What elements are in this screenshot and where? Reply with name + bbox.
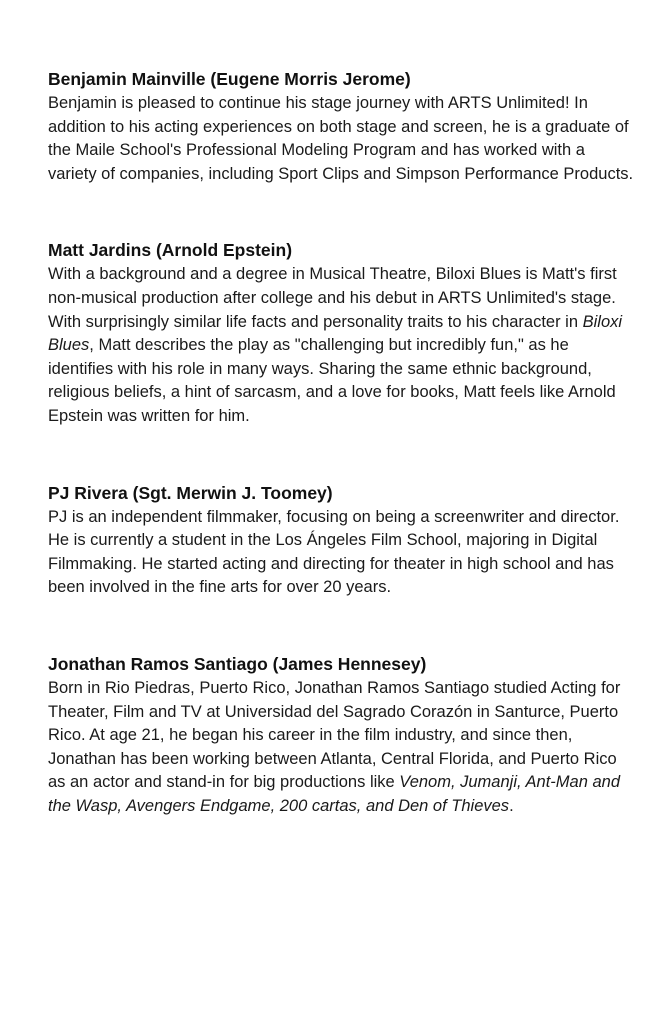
bio-text: Benjamin is pleased to continue his stage journey with ARTS Unlimited! In addition to his acting experiences on both stage and screen, he is a graduate of the Maile School's Professional Modeling Program and has worked with a variety of companies, including Sport Clips and Simpson Performance Products. [48, 94, 634, 183]
bio-name: PJ Rivera (Sgt. Merwin J. Toomey) [48, 482, 333, 503]
bio-benjamin-mainville [48, 66, 638, 186]
bio-jonathan-ramos-santiago [48, 651, 638, 819]
bio-text [48, 677, 638, 819]
bio-name: Jonathan Ramos Santiago (James Hennesey) [48, 653, 427, 674]
bio-text-part: Born in Rio Piedras, Puerto Rico, Jonathan Ramos Santiago studied Acting for Theater, Film and TV at Universidad del Sagrado Corazón in Santurce, Puerto Rico. At age 21, he began his career in the film industry, and since then, Jonathan has been working between Atlanta, Central Florida, and Puerto Rico as an actor and stand-in for big productions like [48, 678, 621, 792]
bio-matt-jardins [48, 237, 638, 428]
bio-text [48, 263, 638, 428]
bio-text-part: , Matt describes the play as "challenging but incredibly fun," as he identifies with his role in many ways. Sharing the same ethnic background, religious beliefs, a hint of sarcasm, and a love for books, Matt feels like Arnold Epstein was written for him. [48, 336, 616, 425]
bio-text-italic: Biloxi Blues [48, 312, 623, 355]
bio-text-italic: Venom, Jumanji, Ant-Man and the Wasp, Avengers Endgame, 200 cartas, and Den of Thieves [48, 773, 621, 815]
bio-text-part: . [509, 796, 514, 815]
cast-bios-page [48, 66, 638, 818]
bio-name: Benjamin Mainville (Eugene Morris Jerome) [48, 69, 411, 89]
bio-text: PJ is an independent filmmaker, focusing on being a screenwriter and director. He is currently a student in the Los Ángeles Film School, majoring in Digital Filmmaking. He started acting and directing for theater in high school and has been involved in the fine arts for over 20 years. [48, 507, 620, 597]
bio-text-part: With a background and a degree in Musical Theatre, Biloxi Blues is Matt's first non-musical production after college and his debut in ARTS Unlimited's stage. With surprisingly similar life facts and personality traits to his character in [48, 265, 617, 331]
bio-pj-rivera [48, 480, 638, 600]
bio-name: Matt Jardins (Arnold Epstein) [48, 240, 293, 261]
